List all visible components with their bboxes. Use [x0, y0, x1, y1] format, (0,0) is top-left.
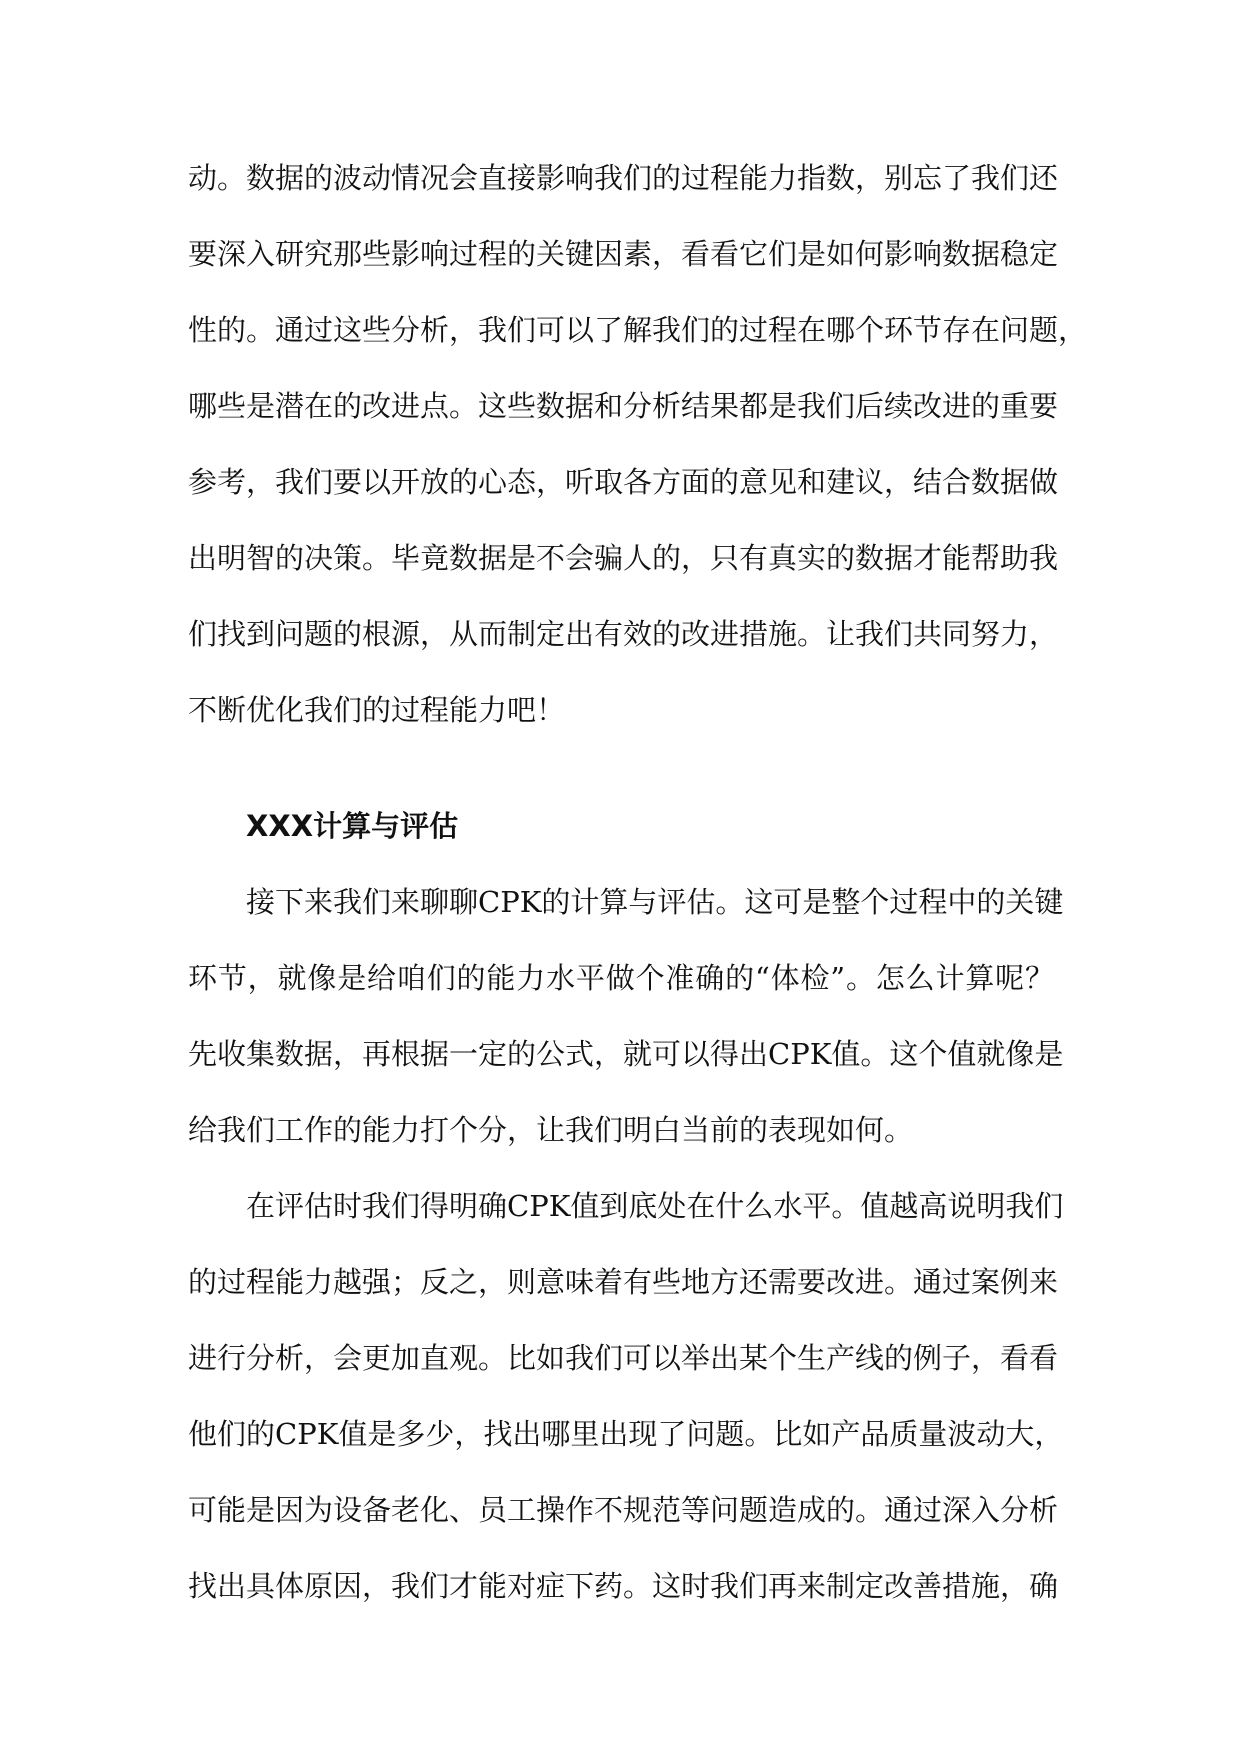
text-line: 要深入研究那些影响过程的关键因素，看看它们是如何影响数据稳定: [188, 237, 1059, 271]
text-line: 给我们工作的能力打个分，让我们明白当前的表现如何。: [188, 1113, 914, 1147]
text-line: 参考，我们要以开放的心态，听取各方面的意见和建议，结合数据做: [188, 465, 1059, 499]
text-line: 们找到问题的根源，从而制定出有效的改进措施。让我们共同努力，: [188, 617, 1059, 651]
text-line: 出明智的决策。毕竟数据是不会骗人的，只有真实的数据才能帮助我: [188, 541, 1059, 575]
document-body: [188, 140, 1088, 1624]
paragraph-3: [188, 1168, 1064, 1624]
paragraph-2: [188, 864, 1064, 1168]
text-line: 接下来我们来聊聊CPK的计算与评估。这可是整个过程中的关键: [246, 885, 1064, 919]
text-line: 他们的CPK值是多少，找出哪里出现了问题。比如产品质量波动大，: [188, 1417, 1064, 1451]
text-line: 性的。通过这些分析，我们可以了解我们的过程在哪个环节存在问题，: [188, 313, 1088, 347]
paragraph-1: [188, 140, 1088, 748]
text-line: 找出具体原因，我们才能对症下药。这时我们再来制定改善措施，确: [188, 1569, 1059, 1603]
section-heading: XXX计算与评估: [246, 809, 459, 843]
text-line: 不断优化我们的过程能力吧！: [188, 693, 566, 727]
text-line: 可能是因为设备老化、员工操作不规范等问题造成的。通过深入分析: [188, 1493, 1059, 1527]
text-line: 环节，就像是给咱们的能力水平做个准确的“体检”。怎么计算呢？: [188, 961, 1054, 995]
text-line: 先收集数据，再根据一定的公式，就可以得出CPK值。这个值就像是: [188, 1037, 1064, 1071]
text-line: 在评估时我们得明确CPK值到底处在什么水平。值越高说明我们: [246, 1189, 1064, 1223]
text-line: 进行分析，会更加直观。比如我们可以举出某个生产线的例子，看看: [188, 1341, 1059, 1375]
text-line: 动。数据的波动情况会直接影响我们的过程能力指数，别忘了我们还: [188, 161, 1059, 195]
section-gap: [188, 748, 1054, 788]
text-line: 的过程能力越强；反之，则意味着有些地方还需要改进。通过案例来: [188, 1265, 1059, 1299]
text-line: 哪些是潜在的改进点。这些数据和分析结果都是我们后续改进的重要: [188, 389, 1059, 423]
